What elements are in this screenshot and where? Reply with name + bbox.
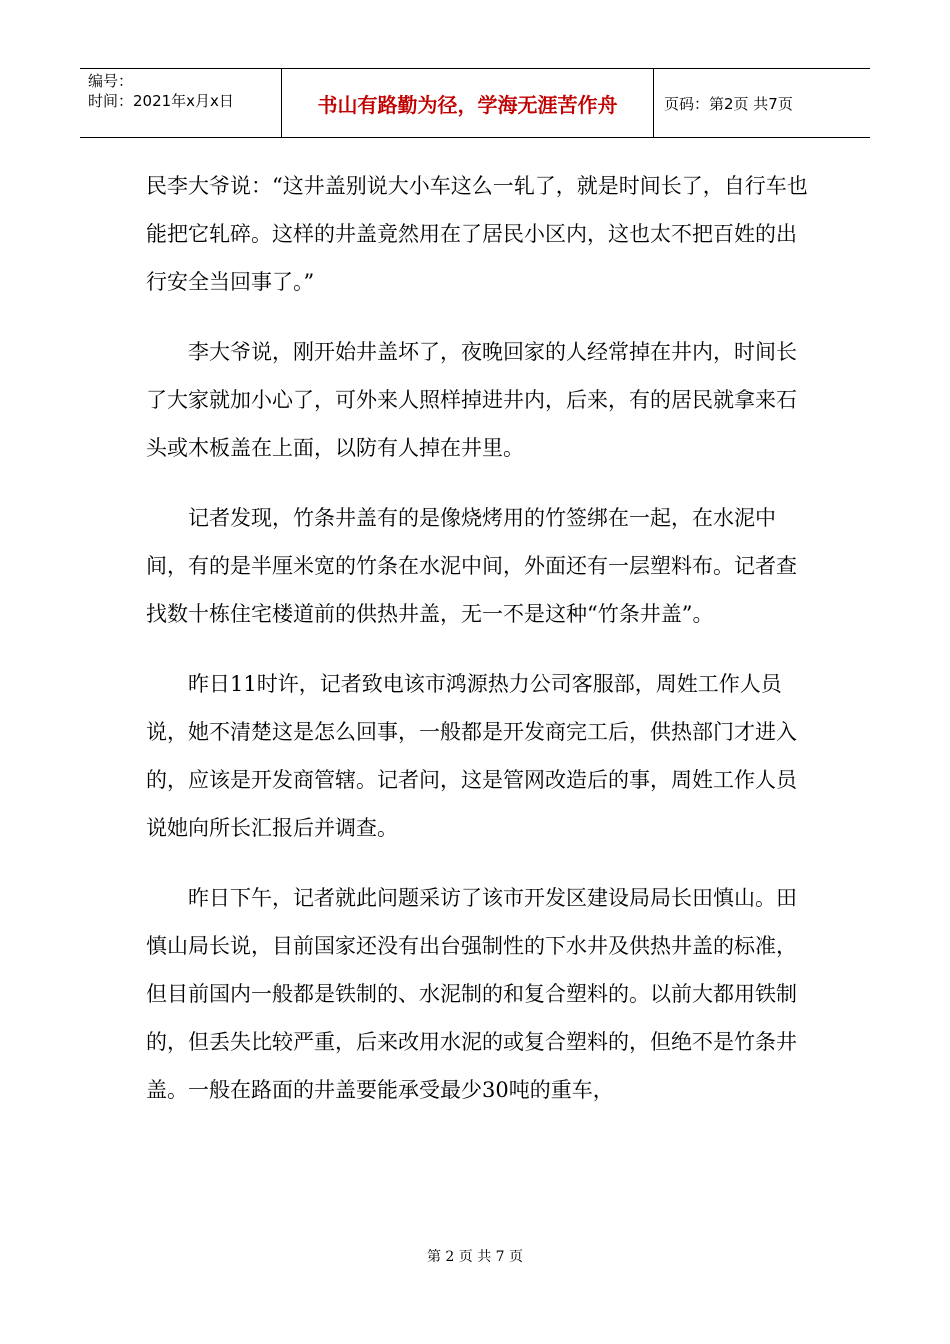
- paragraph-1: 民李大爷说：“这井盖别说大小车这么一轧了，就是时间长了，自行车也能把它轧碎。这样的井盖竟然用在了居民小区内，这也太不把百姓的出行安全当回事了。”: [146, 174, 808, 294]
- paragraph-3: 记者发现，竹条井盖有的是像烧烤用的竹签绑在一起，在水泥中间，有的是半厘米宽的竹条在水泥中间，外面还有一层塑料布。记者查找数十栋住宅楼道前的供热井盖，无一不是这种“竹条井盖”。: [146, 506, 797, 626]
- header-page-info: 页码：第2页 共7页: [664, 94, 793, 113]
- document-body: [146, 162, 810, 1136]
- document-date-label: 时间：2021年x月x日: [88, 92, 234, 110]
- page-header: [80, 68, 870, 138]
- paragraph-2: 李大爷说，刚开始井盖坏了，夜晚回家的人经常掉在井内，时间长了大家就加小心了，可外来人照样掉进井内，后来，有的居民就拿来石头或木板盖在上面，以防有人掉在井里。: [146, 340, 797, 460]
- paragraph-4: 昨日11时许，记者致电该市鸿源热力公司客服部，周姓工作人员说，她不清楚这是怎么回事，一般都是开发商完工后，供热部门才进入的，应该是开发商管辖。记者问，这是管网改造后的事，周姓工作人员说她向所长汇报后并调查。: [146, 672, 797, 840]
- header-meta: [80, 69, 282, 137]
- paragraph-5: 昨日下午，记者就此问题采访了该市开发区建设局局长田慎山。田慎山局长说，目前国家还没有出台强制性的下水井及供热井盖的标准，但目前国内一般都是铁制的、水泥制的和复合塑料的。以前大都用铁制的，但丢失比较严重，后来改用水泥的或复合塑料的，但绝不是竹条井盖。一般在路面的井盖要能承受最少30吨的重车，: [146, 886, 797, 1102]
- document-number-label: 编号：: [88, 72, 134, 90]
- header-motto: 书山有路勤为径，学海无涯苦作舟: [282, 69, 654, 137]
- page-footer: 第 2 页 共 7 页: [426, 1249, 524, 1265]
